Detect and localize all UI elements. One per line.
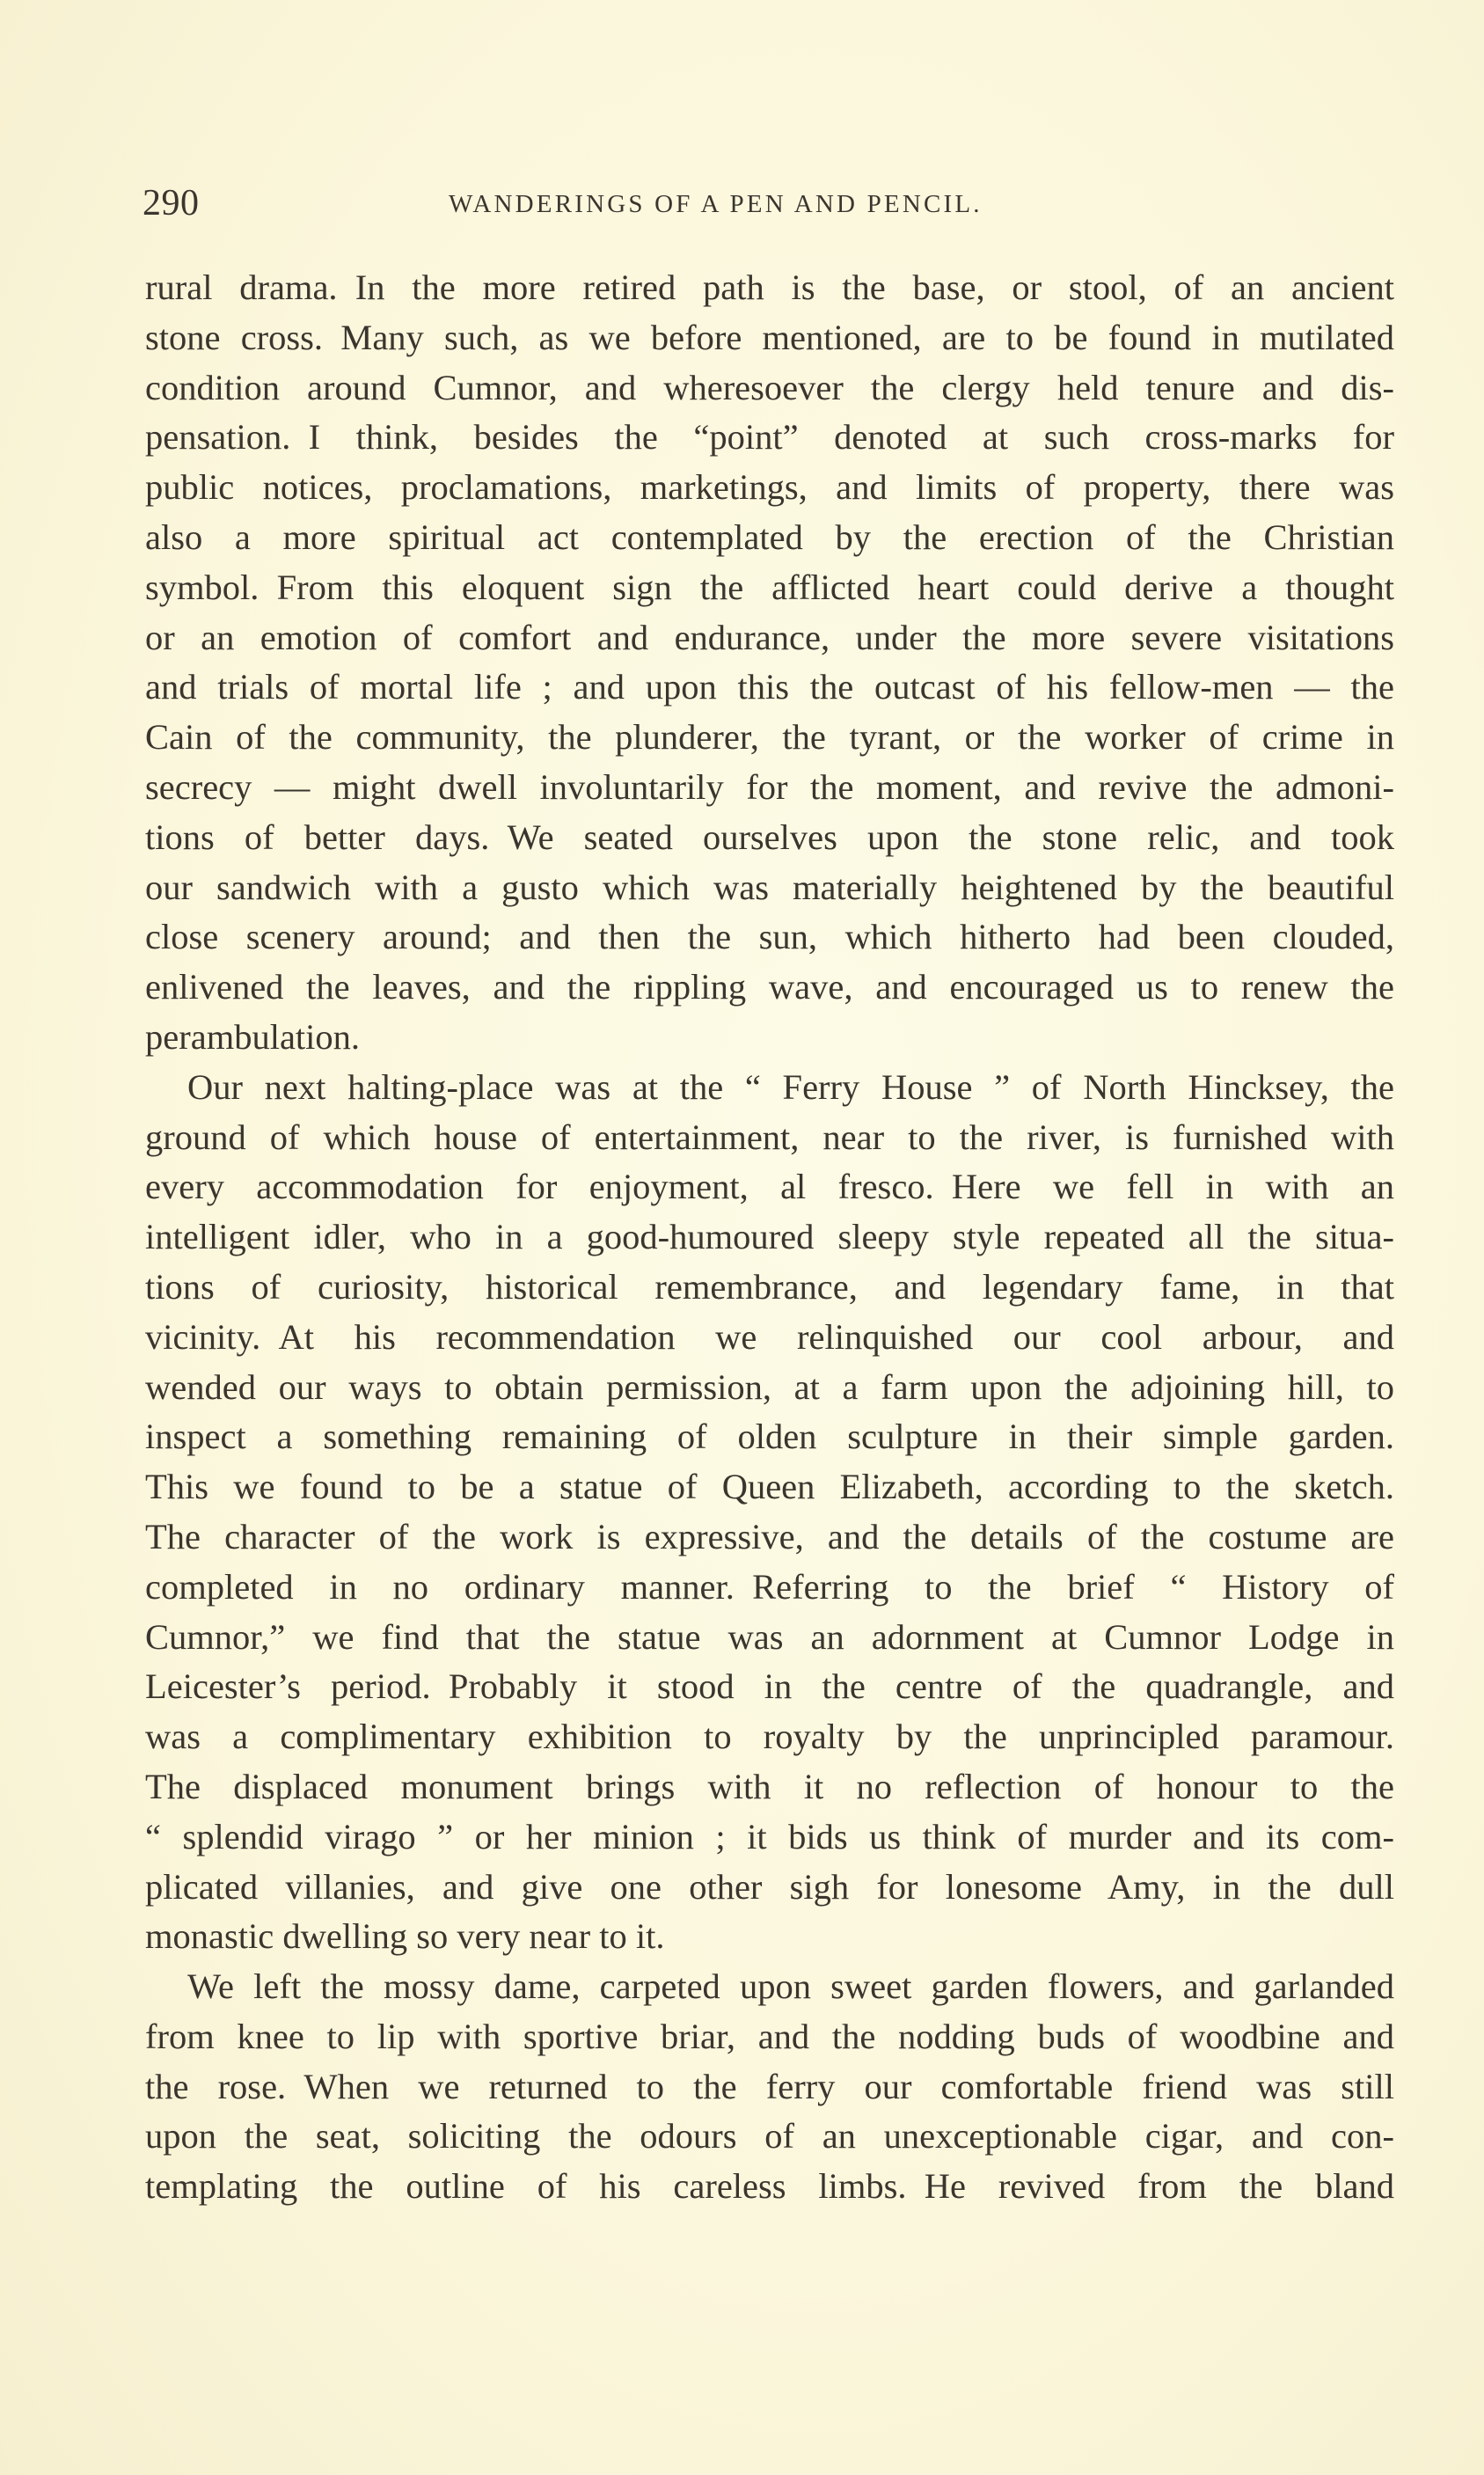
text-line: also a more spiritual act contemplated by the erection of the Christian [145, 516, 1394, 557]
text-line: completed in no ordinary manner. Referring to the brief “ History of [145, 1566, 1394, 1607]
text-line: The character of the work is expressive, and the details of the costume are [145, 1516, 1394, 1556]
text-line: monastic dwelling so very near to it. [145, 1916, 665, 1957]
paragraph [145, 263, 1394, 1063]
text-line: condition around Cumnor, and wheresoever the clergy held tenure and dis- [145, 367, 1394, 407]
running-title: WANDERINGS OF A PEN AND PENCIL. [449, 190, 983, 218]
text-line: plicated villanies, and give one other sigh for lonesome Amy, in the dull [145, 1866, 1394, 1907]
text-line: pensation. I think, besides the “point” denoted at such cross-marks for [145, 417, 1394, 458]
text-line: upon the seat, soliciting the odours of an unexceptionable cigar, and con- [145, 2116, 1394, 2156]
text-line: wended our ways to obtain permission, at a farm upon the adjoining hill, to [145, 1366, 1394, 1407]
text-line: ground of which house of entertainment, near to the river, is furnished with [145, 1117, 1394, 1157]
text-line: “ splendid virago ” or her minion ; it bids us think of murder and its com- [145, 1816, 1394, 1856]
text-line: Leicester’s period. Probably it stood in the centre of the quadrangle, and [145, 1666, 1394, 1707]
text-line: public notices, proclamations, marketings, and limits of property, there was [145, 467, 1394, 508]
paragraph [145, 1063, 1394, 1962]
text-line: tions of curiosity, historical remembrance, and legendary fame, in that [145, 1266, 1394, 1307]
text-line: from knee to lip with sportive briar, and the nodding buds of woodbine and [145, 2016, 1394, 2056]
text-line: tions of better days. We seated ourselves upon the stone relic, and took [145, 816, 1394, 857]
text-line: intelligent idler, who in a good-humoured sleepy style repeated all the situa- [145, 1217, 1394, 1257]
text-line: and trials of mortal life ; and upon this the outcast of his fellow-men — the [145, 667, 1394, 707]
text-line: every accommodation for enjoyment, al fresco. Here we fell in with an [145, 1167, 1394, 1207]
running-head [143, 181, 1396, 225]
text-line: The displaced monument brings with it no reflection of honour to the [145, 1766, 1394, 1806]
text-line: Cain of the community, the plunderer, the tyrant, or the worker of crime in [145, 717, 1394, 758]
text-line: stone cross. Many such, as we before mentioned, are to be found in mutilated [145, 317, 1394, 357]
text-line: templating the outline of his careless limbs. He revived from the bland [145, 2166, 1394, 2207]
text-line: close scenery around; and then the sun, which hitherto had been clouded, [145, 917, 1394, 957]
text-line: inspect a something remaining of olden sculpture in their simple garden. [145, 1417, 1394, 1457]
paragraph [145, 1962, 1394, 2212]
text-line: was a complimentary exhibition to royalty by the unprincipled paramour. [145, 1717, 1394, 1757]
text-line: the rose. When we returned to the ferry our comfortable friend was still [145, 2066, 1394, 2106]
text-line: symbol. From this eloquent sign the afflicted heart could derive a thought [145, 567, 1394, 607]
text-line: or an emotion of comfort and endurance, under the more severe visitations [145, 617, 1394, 657]
page-number: 290 [143, 183, 200, 223]
text-line: our sandwich with a gusto which was materially heightened by the beautiful [145, 867, 1394, 907]
text-line: perambulation. [145, 1016, 361, 1057]
text-line: rural drama. In the more retired path is the base, or stool, of an ancient [145, 267, 1394, 307]
text-line: Our next halting-place was at the “ Ferry House ” of North Hincksey, the [187, 1066, 1394, 1107]
text-line: vicinity. At his recommendation we relinquished our cool arbour, and [145, 1316, 1394, 1357]
text-line: enlivened the leaves, and the rippling wave, and encouraged us to renew the [145, 967, 1394, 1007]
text-line: Cumnor,” we find that the statue was an adornment at Cumnor Lodge in [145, 1616, 1394, 1657]
text-line: We left the mossy dame, carpeted upon sweet garden flowers, and garlanded [187, 1966, 1394, 2007]
text-line: This we found to be a statue of Queen Elizabeth, according to the sketch. [145, 1467, 1394, 1507]
body-text [145, 263, 1394, 2212]
text-line: secrecy — might dwell involuntarily for the moment, and revive the admoni- [145, 766, 1394, 807]
